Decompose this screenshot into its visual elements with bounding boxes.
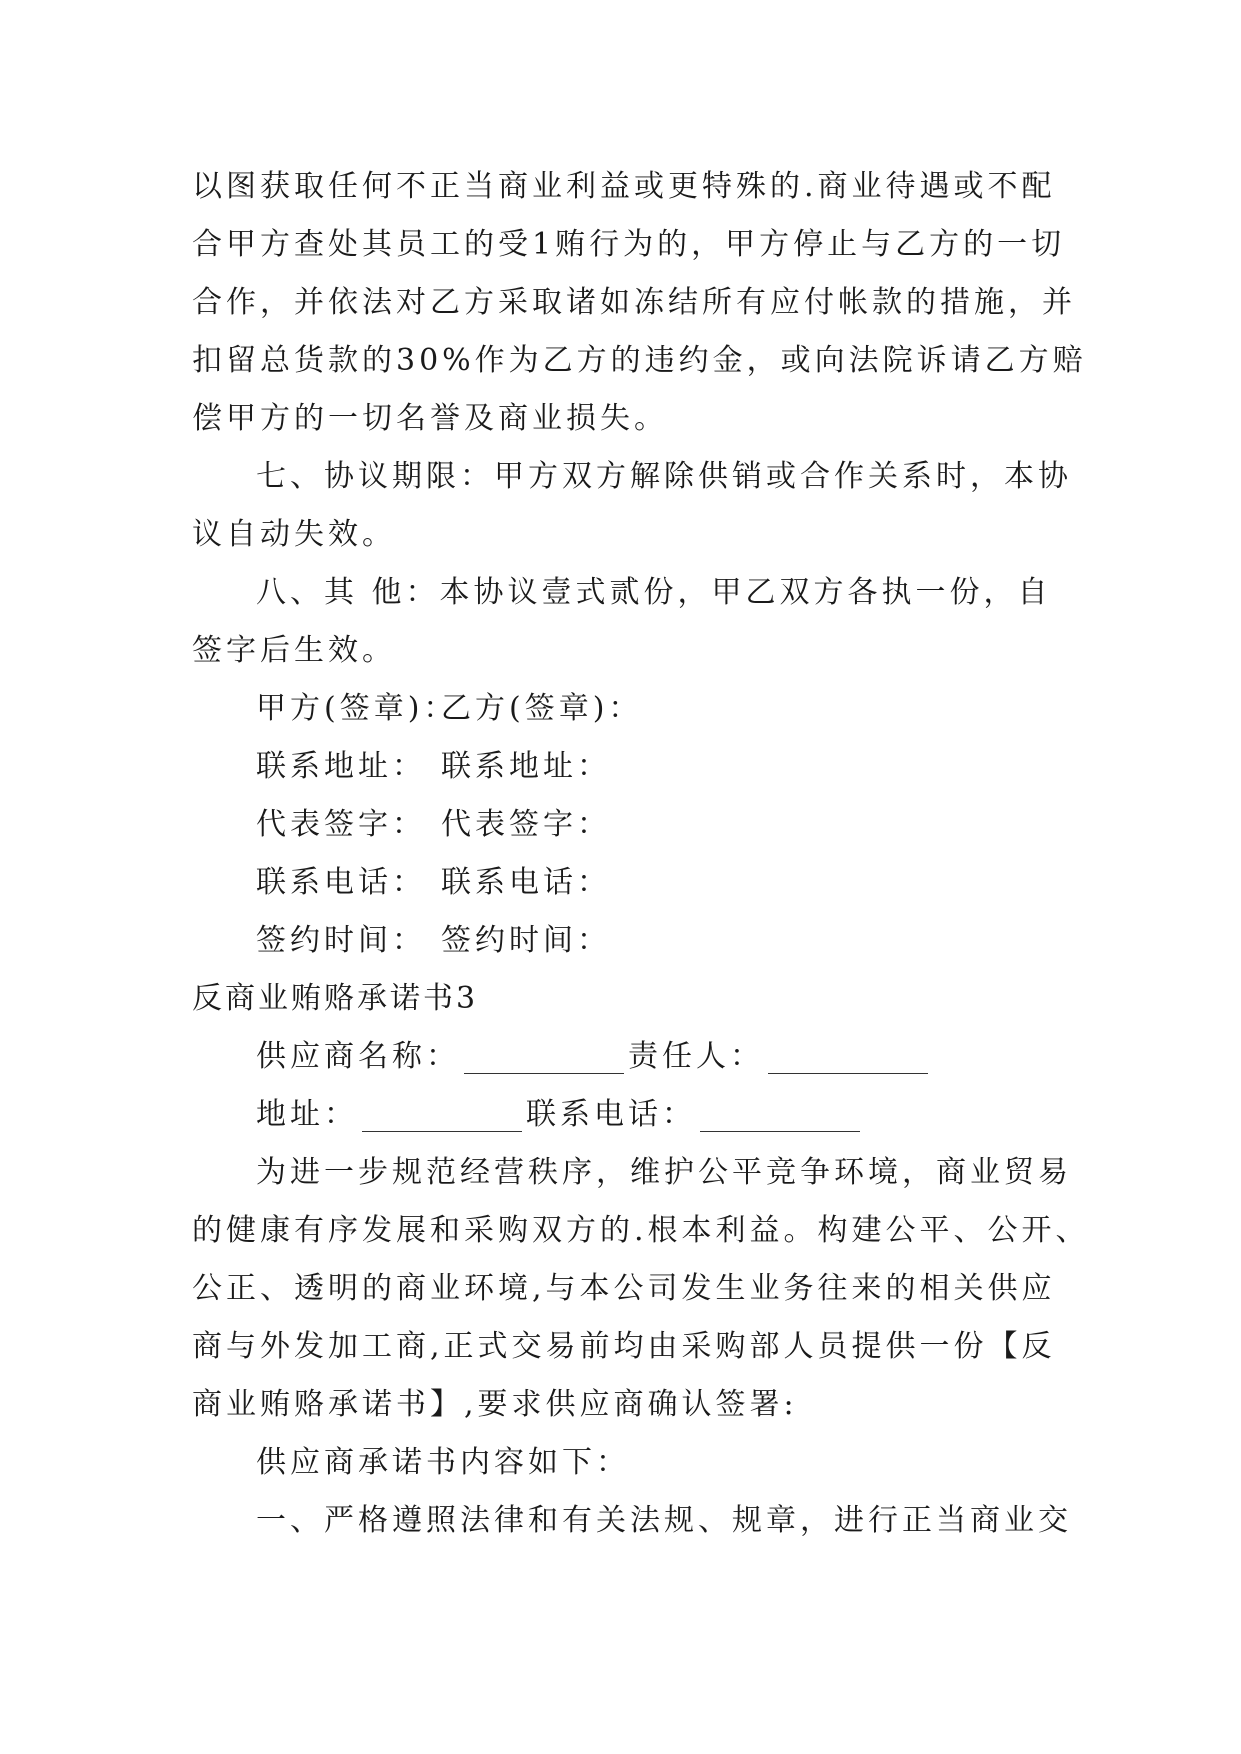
form-row xyxy=(192,1028,1052,1086)
paragraph-line: 偿甲方的一切名誉及商业损失。 xyxy=(192,401,668,436)
clause-7-line: 议自动失效。 xyxy=(192,517,396,552)
form-row xyxy=(192,1086,1052,1144)
intro-line: 为进一步规范经营秩序，维护公平竞争环境，商业贸易 xyxy=(256,1155,1072,1190)
signature-row xyxy=(192,796,1052,854)
signature-row xyxy=(192,680,1052,738)
address-blank xyxy=(362,1101,522,1132)
party-a-label: 联系电话： xyxy=(256,865,426,900)
party-b-label: 签约时间： xyxy=(441,923,611,958)
supplier-name-label: 供应商名称： xyxy=(256,1039,460,1074)
section-heading: 反商业贿赂承诺书3 xyxy=(192,981,479,1016)
signature-row xyxy=(192,738,1052,796)
party-b-label: 联系电话： xyxy=(441,865,611,900)
party-b-label: 联系地址： xyxy=(441,749,611,784)
paragraph-line: 合甲方查处其员工的受1贿行为的，甲方停止与乙方的一切 xyxy=(192,227,1066,262)
content-intro-line: 供应商承诺书内容如下： xyxy=(256,1445,630,1480)
paragraph-line: 扣留总货款的30%作为乙方的违约金，或向法院诉请乙方赔 xyxy=(192,343,1087,378)
paragraph-line: 合作，并依法对乙方采取诸如冻结所有应付帐款的措施，并 xyxy=(192,285,1076,320)
clause-7-line: 七、协议期限：甲方双方解除供销或合作关系时，本协 xyxy=(256,459,1072,494)
clause-8-line: 签字后生效。 xyxy=(192,633,396,668)
address-label: 地址： xyxy=(256,1097,358,1132)
party-a-label: 甲方(签章)： xyxy=(256,691,458,726)
signature-row xyxy=(192,854,1052,912)
item-1-line: 一、严格遵照法律和有关法规、规章，进行正当商业交 xyxy=(256,1503,1072,1538)
intro-line: 的健康有序发展和采购双方的.根本利益。构建公平、公开、 xyxy=(192,1213,1090,1248)
party-b-label: 乙方(签章)： xyxy=(441,691,643,726)
phone-blank xyxy=(700,1101,860,1132)
clause-8-line: 八、其 他：本协议壹式贰份，甲乙双方各执一份，自 xyxy=(256,575,1052,610)
paragraph-line: 以图获取任何不正当商业利益或更特殊的.商业待遇或不配 xyxy=(192,169,1056,204)
responsible-blank xyxy=(768,1043,928,1074)
intro-line: 公正、透明的商业环境,与本公司发生业务往来的相关供应 xyxy=(192,1271,1056,1306)
party-a-label: 代表签字： xyxy=(256,807,426,842)
signature-row xyxy=(192,912,1052,970)
intro-line: 商与外发加工商,正式交易前均由采购部人员提供一份【反 xyxy=(192,1329,1056,1364)
party-a-label: 联系地址： xyxy=(256,749,426,784)
intro-line: 商业贿赂承诺书】,要求供应商确认签署: xyxy=(192,1387,798,1422)
document-page xyxy=(192,158,1090,1550)
responsible-label: 责任人： xyxy=(628,1039,764,1074)
supplier-name-blank xyxy=(464,1043,624,1074)
party-b-label: 代表签字： xyxy=(441,807,611,842)
party-a-label: 签约时间： xyxy=(256,923,426,958)
phone-label: 联系电话： xyxy=(526,1097,696,1132)
